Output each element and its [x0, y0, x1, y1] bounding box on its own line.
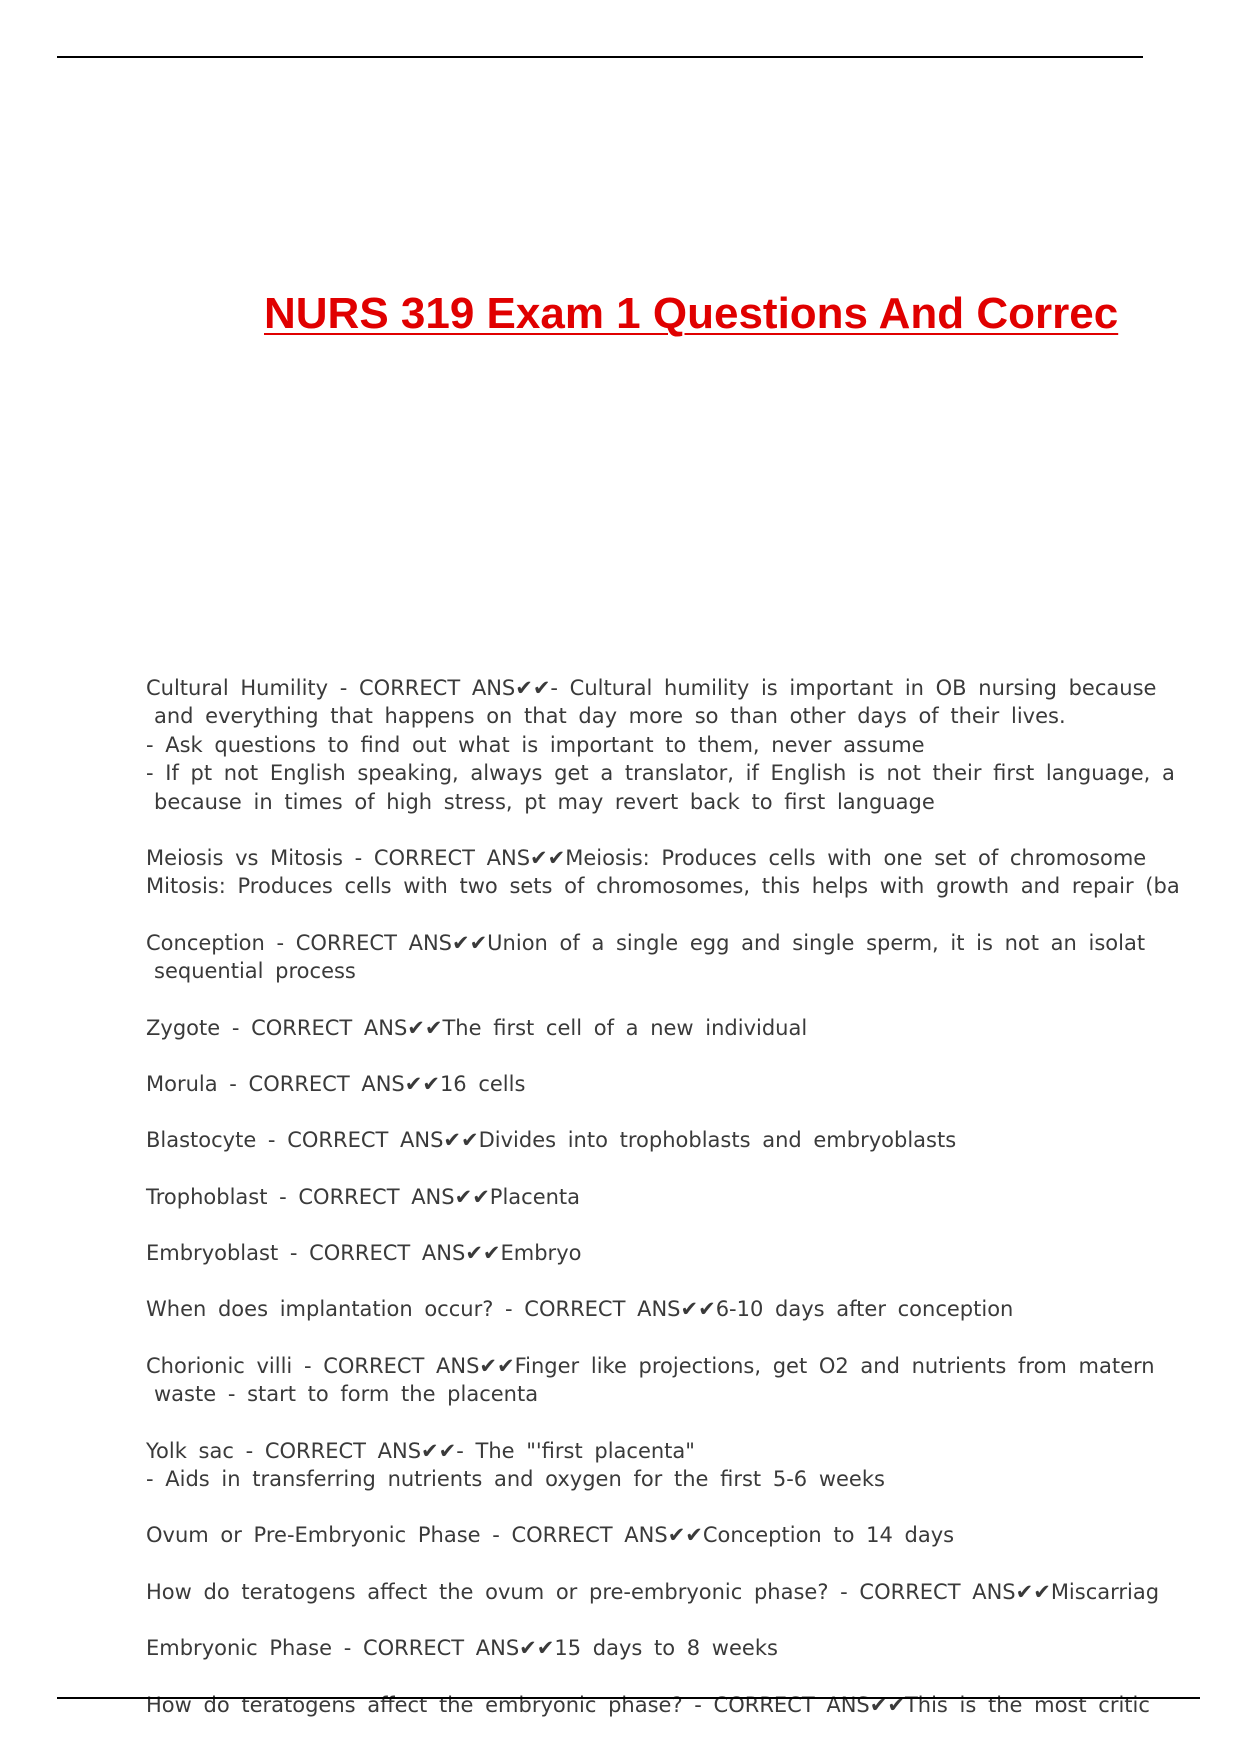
- qa-entry: [146, 1014, 1246, 1042]
- qa-entry: [146, 674, 1246, 816]
- qa-entry: [146, 1295, 1246, 1323]
- qa-question-line: Cultural Humility - CORRECT ANS✔✔- Cultural humility is important in OB nursing because: [146, 676, 1157, 700]
- qa-question-line: Trophoblast - CORRECT ANS✔✔Placenta: [146, 1184, 581, 1209]
- qa-question-line: Embryonic Phase - CORRECT ANS✔✔15 days to 8 weeks: [146, 1636, 778, 1661]
- qa-entry: [146, 1521, 1246, 1549]
- qa-question-line: Zygote - CORRECT ANS✔✔The first cell of a new individual: [146, 1015, 808, 1040]
- qa-entry: [146, 1239, 1246, 1267]
- qa-list: [146, 674, 1246, 1747]
- qa-continuation-line: waste - start to form the placenta: [154, 1382, 539, 1407]
- qa-question-line: When does implantation occur? - CORRECT ANS✔✔6-10 days after conception: [146, 1297, 1014, 1322]
- qa-entry: [146, 1578, 1246, 1606]
- qa-entry: [146, 1183, 1246, 1211]
- qa-question-line: Blastocyte - CORRECT ANS✔✔Divides into trophoblasts and embryoblasts: [146, 1128, 957, 1153]
- qa-entry: [146, 929, 1246, 986]
- qa-continuation-line: sequential process: [154, 959, 356, 984]
- qa-continuation-line: Mitosis: Produces cells with two sets of chromosomes, this helps with growth and repair (ba: [146, 874, 1180, 899]
- qa-continuation-line: because in times of high stress, pt may revert back to first language: [154, 789, 935, 814]
- qa-continuation-line: - Aids in transferring nutrients and oxygen for the first 5-6 weeks: [146, 1467, 885, 1492]
- qa-entry: [146, 1634, 1246, 1662]
- qa-question-line: Ovum or Pre-Embryonic Phase - CORRECT ANS✔✔Conception to 14 days: [146, 1523, 955, 1548]
- qa-entry: [146, 1437, 1246, 1494]
- qa-entry: [146, 1126, 1246, 1154]
- document-title: NURS 319 Exam 1 Questions And Correc: [264, 289, 1119, 338]
- qa-entry: [146, 844, 1246, 901]
- qa-question-line: Conception - CORRECT ANS✔✔Union of a single egg and single sperm, it is not an isolat: [146, 930, 1146, 955]
- footer-rule: [57, 1697, 1200, 1699]
- qa-question-line: Chorionic villi - CORRECT ANS✔✔Finger like projections, get O2 and nutrients from matern: [146, 1353, 1155, 1378]
- qa-entry: [146, 1352, 1246, 1409]
- qa-entry: [146, 1070, 1246, 1098]
- header-rule: [57, 56, 1143, 58]
- qa-continuation-line: and everything that happens on that day more so than other days of their lives.: [154, 704, 1066, 729]
- qa-question-line: How do teratogens affect the ovum or pre-embryonic phase? - CORRECT ANS✔✔Miscarriag: [146, 1579, 1160, 1604]
- qa-continuation-line: - If pt not English speaking, always get a translator, if English is not their first language, a: [146, 761, 1175, 786]
- qa-question-line: Yolk sac - CORRECT ANS✔✔- The "'first placenta": [146, 1438, 695, 1463]
- qa-question-line: How do teratogens affect the embryonic phase? - CORRECT ANS✔✔This is the most critic: [146, 1692, 1150, 1717]
- qa-question-line: Embryoblast - CORRECT ANS✔✔Embryo: [146, 1241, 582, 1266]
- qa-continuation-line: - Ask questions to find out what is important to them, never assume: [146, 732, 925, 757]
- qa-question-line: Morula - CORRECT ANS✔✔16 cells: [146, 1071, 526, 1096]
- qa-question-line: Meiosis vs Mitosis - CORRECT ANS✔✔Meiosis: Produces cells with one set of chromosome: [146, 845, 1147, 870]
- qa-entry: [146, 1691, 1246, 1719]
